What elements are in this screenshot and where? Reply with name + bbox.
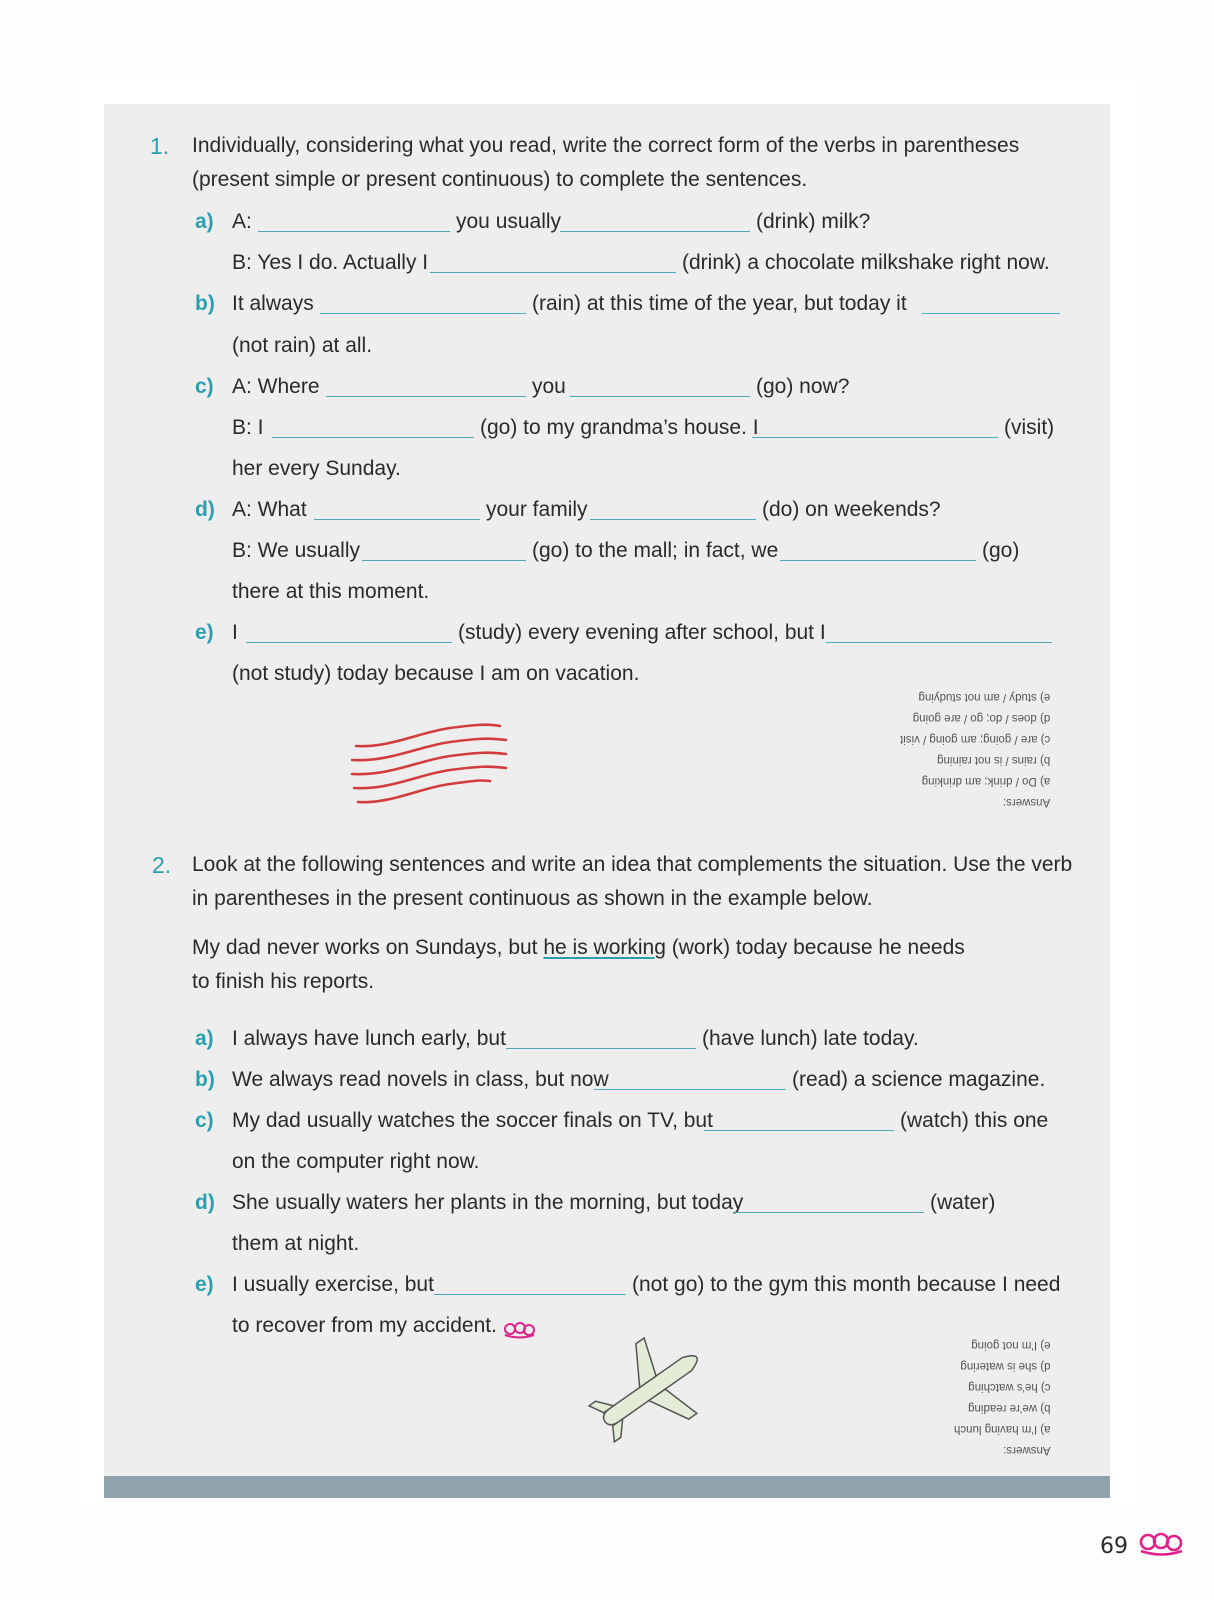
text-2e-1: I usually exercise, but [232, 1273, 434, 1296]
exercise-2-instruction-line1: Look at the following sentences and write an idea that complements the situation. Use the verb [192, 853, 1073, 876]
text-1c-2: you [532, 375, 566, 398]
exercise-2-number: 2. [152, 852, 172, 878]
postmark-wave-lines [350, 718, 512, 810]
text-1a-5: (drink) a chocolate milkshake right now. [682, 251, 1050, 274]
text-2d-3: them at night. [232, 1232, 360, 1255]
answer-blank-2c[interactable] [704, 1130, 894, 1131]
text-1d-3: (do) on weekends? [762, 498, 941, 521]
answers-key-2-line: c) he’s watching [968, 1381, 1051, 1393]
text-1a-2: you usually [456, 210, 562, 233]
text-1c-1: A: Where [232, 375, 320, 398]
answer-blank-1c-2[interactable] [570, 396, 750, 397]
text-2b-1: We always read novels in class, but now [232, 1068, 609, 1091]
text-2c-3: on the computer right now. [232, 1150, 480, 1173]
text-2c-2: (watch) this one [900, 1109, 1049, 1132]
answers-key-2-line: b) we’re reading [968, 1402, 1051, 1414]
text-1e-2: (study) every evening after school, but I [458, 621, 826, 644]
text-1a-4: B: Yes I do. Actually I [232, 251, 429, 274]
exercise-1-instruction-line2: (present simple or present continuous) to complete the sentences. [192, 168, 808, 191]
example-answer: he is working [543, 936, 666, 959]
item-label-2a: a) [195, 1027, 214, 1050]
exercise-1-number: 1. [150, 133, 170, 159]
exercise-2-instruction-line2: in parentheses in the present continuous as shown in the example below. [192, 887, 873, 910]
answers-key-1 [900, 686, 1050, 812]
example-text-1: My dad never works on Sundays, but [192, 936, 544, 959]
answer-blank-1d-1[interactable] [314, 519, 480, 520]
answers-key-1-line: d) does / do; go / are going [912, 712, 1051, 724]
text-1c-6: (visit) [1004, 416, 1055, 439]
answer-blank-1c-4[interactable] [752, 437, 998, 438]
example-sentence [192, 936, 965, 960]
item-label-1a: a) [195, 210, 214, 233]
text-1b-3: (not rain) at all. [232, 334, 373, 357]
airplane-illustration [585, 1330, 715, 1450]
page-number: 69 [1100, 1534, 1128, 1559]
answer-blank-1d-3[interactable] [362, 560, 526, 561]
text-1d-5: (go) to the mall; in fact, we [532, 539, 779, 562]
text-1c-3: (go) now? [756, 375, 850, 398]
answers-key-2-line: d) she is watering [960, 1360, 1051, 1372]
text-1d-1: A: What [232, 498, 307, 521]
text-1c-4: B: I [232, 416, 264, 439]
text-1d-6: (go) [982, 539, 1020, 562]
text-2d-1: She usually waters her plants in the morning, but today [232, 1191, 744, 1214]
answers-key-1-line: b) rains / is not raining [937, 754, 1051, 766]
text-1a-3: (drink) milk? [756, 210, 871, 233]
item-label-2c: c) [195, 1109, 214, 1132]
answers-key-1-line: e) study / am not studying [918, 691, 1051, 703]
answer-blank-1d-2[interactable] [590, 519, 756, 520]
text-2a-2: (have lunch) late today. [702, 1027, 919, 1050]
text-2e-2: (not go) to the gym this month because I need [632, 1273, 1061, 1296]
text-1d-2: your family [486, 498, 588, 521]
answer-blank-2e[interactable] [434, 1294, 626, 1295]
text-1c-7: her every Sunday. [232, 457, 401, 480]
item-label-2b: b) [195, 1068, 215, 1091]
text-1d-7: there at this moment. [232, 580, 430, 603]
answer-blank-1b-1[interactable] [320, 313, 526, 314]
answers-key-1-line: a) Do / drink; am drinking [921, 775, 1051, 787]
text-1a-1: A: [232, 210, 252, 233]
item-label-2e: e) [195, 1273, 214, 1296]
answer-blank-2b[interactable] [594, 1089, 786, 1090]
text-2c-1: My dad usually watches the soccer finals on TV, but [232, 1109, 713, 1132]
text-1c-5: (go) to my grandma’s house. I [480, 416, 759, 439]
answers-key-2-line: a) I’m having lunch [954, 1423, 1051, 1435]
text-1b-1: It always [232, 292, 314, 315]
text-1b-2: (rain) at this time of the year, but today it [532, 292, 907, 315]
answer-blank-1e-2[interactable] [826, 642, 1052, 643]
item-label-2d: d) [195, 1191, 215, 1214]
answer-blank-1c-3[interactable] [272, 437, 474, 438]
publisher-logo-icon [1138, 1530, 1184, 1558]
answers-key-2-title: Answers: [1003, 1444, 1051, 1456]
answer-blank-1a-3[interactable] [430, 272, 676, 273]
answers-key-2 [954, 1334, 1051, 1460]
answer-blank-1b-2[interactable] [922, 313, 1060, 314]
panel-footer-bar [104, 1476, 1110, 1498]
item-label-1c: c) [195, 375, 214, 398]
answer-blank-1a-1[interactable] [258, 231, 450, 232]
end-mark-logo-icon [502, 1320, 536, 1340]
item-label-1b: b) [195, 292, 215, 315]
answer-blank-1d-4[interactable] [780, 560, 976, 561]
item-label-1e: e) [195, 621, 214, 644]
text-1d-4: B: We usually [232, 539, 360, 562]
text-2b-2: (read) a science magazine. [792, 1068, 1046, 1091]
example-line2: to finish his reports. [192, 970, 375, 993]
answers-key-2-line: e) I’m not going [971, 1339, 1051, 1351]
text-2e-3: to recover from my accident. [232, 1314, 497, 1337]
answer-blank-1e-1[interactable] [246, 642, 452, 643]
item-label-1d: d) [195, 498, 215, 521]
example-text-2: (work) today because he needs [665, 936, 965, 959]
text-2a-1: I always have lunch early, but [232, 1027, 506, 1050]
text-2d-2: (water) [930, 1191, 996, 1214]
answer-blank-2a[interactable] [506, 1048, 696, 1049]
answers-key-1-title: Answers: [1002, 796, 1051, 808]
answer-blank-1a-2[interactable] [560, 231, 750, 232]
answers-key-1-line: c) are / going; am going / visit [900, 733, 1051, 745]
text-1e-3: (not study) today because I am on vacation. [232, 662, 640, 685]
answer-blank-1c-1[interactable] [326, 396, 526, 397]
exercise-1-instruction-line1: Individually, considering what you read, write the correct form of the verbs in parentheses [192, 134, 1020, 157]
text-1e-1: I [232, 621, 238, 644]
answer-blank-2d[interactable] [734, 1212, 924, 1213]
